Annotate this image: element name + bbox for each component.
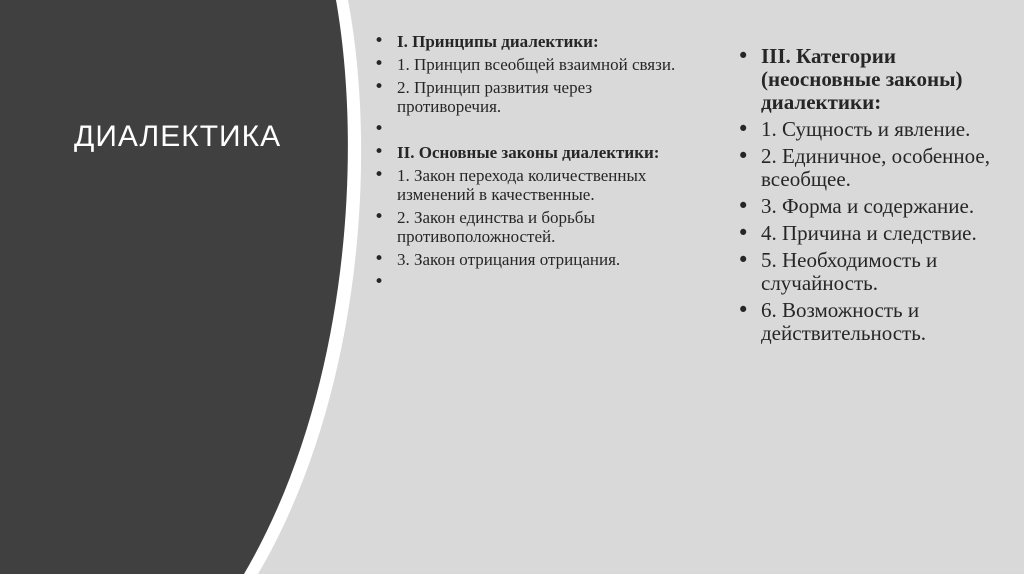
bullet-icon: • [374,165,385,185]
list-item [374,166,694,204]
list-item [737,195,1007,218]
list-item [737,145,1007,191]
list-item [737,299,1007,345]
bullet-icon: • [374,77,385,97]
bullet-icon: • [374,54,385,74]
list-item-text: 3. Закон отрицания отрицания. [397,250,621,269]
bullet-icon: • [737,221,750,245]
bullet-icon: • [374,249,385,269]
principles-and-laws-list [374,32,694,296]
list-item [737,118,1007,141]
list-item [374,78,694,116]
bullet-icon: • [374,142,385,162]
list-item [374,32,694,51]
list-item [737,45,1007,114]
list-item-text: 4. Причина и следствие. [761,221,977,245]
bullet-icon: • [374,119,385,139]
categories-list [737,45,1007,349]
list-item-text: 1. Сущность и явление. [761,117,971,141]
list-item-text: 1. Принцип всеобщей взаимной связи. [397,55,676,74]
list-item [374,55,694,74]
list-item [374,208,694,246]
list-item-text: 5. Необходимость и случайность. [761,248,938,295]
slide-title: ДИАЛЕКТИКА [74,120,282,153]
bullet-icon: • [737,117,750,141]
list-item [374,250,694,269]
bullet-icon: • [737,298,750,322]
bullet-icon: • [374,31,385,51]
list-item-text: 1. Закон перехода количественных изменений в качественные. [397,166,647,204]
list-item [374,143,694,162]
list-item-text: 3. Форма и содержание. [761,194,975,218]
bullet-icon: • [374,207,385,227]
list-item-text: II. Основные законы диалектики: [397,143,660,162]
list-item [737,249,1007,295]
list-item-text: 2. Закон единства и борьбы противоположностей. [397,208,595,246]
bullet-icon: • [737,194,750,218]
list-item [374,273,694,292]
bullet-icon: • [737,44,750,68]
bullet-icon: • [737,248,750,272]
bullet-icon: • [374,272,385,292]
list-item-text: III. Категории (неосновные законы) диалектики: [761,44,963,114]
list-item [737,222,1007,245]
bullet-icon: • [737,144,750,168]
list-item-text: 2. Единичное, особенное, всеобщее. [761,144,990,191]
list-item-text: 6. Возможность и действительность. [761,298,927,345]
list-item-text: I. Принципы диалектики: [397,32,599,51]
list-item-text: 2. Принцип развития через противоречия. [397,78,593,116]
list-item [374,120,694,139]
